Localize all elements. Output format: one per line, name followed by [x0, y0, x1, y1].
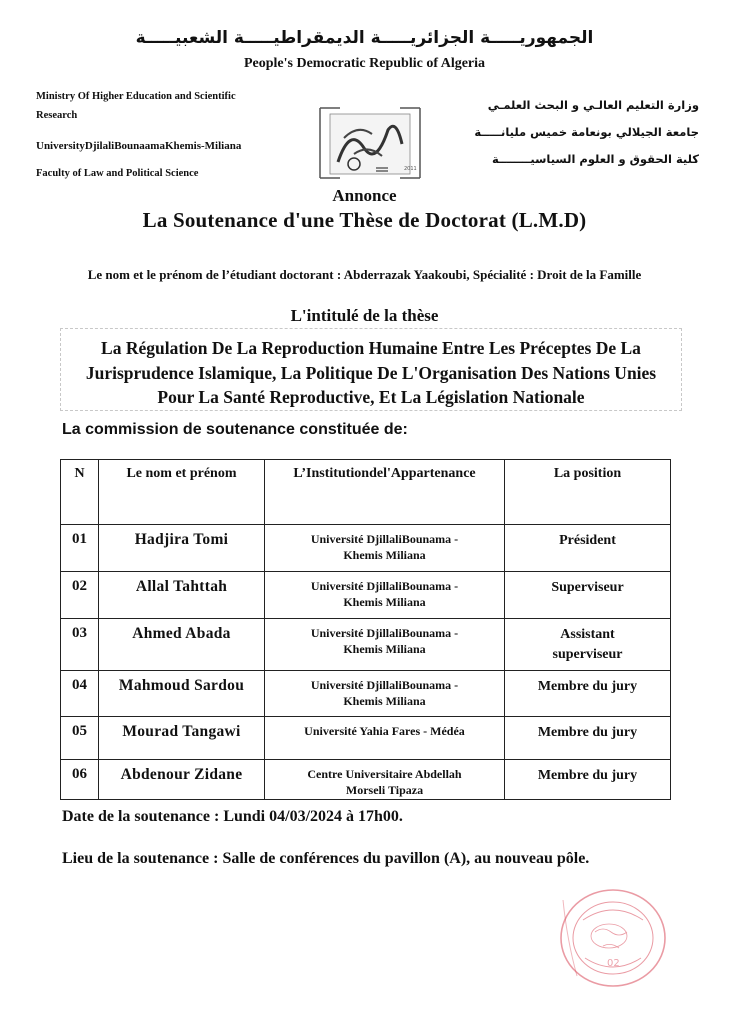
position-line: Membre du jury — [537, 768, 638, 783]
defense-date: Date de la soutenance : Lundi 04/03/2024 à 17h00. — [62, 808, 403, 825]
header-number: N — [61, 460, 99, 525]
thesis-title-line: Pour La Santé Reproductive, Et La Législation Nationale — [157, 387, 585, 407]
position-line: Membre du jury — [537, 679, 638, 694]
ministry-line-2: Research — [36, 110, 78, 121]
table-row — [61, 525, 671, 572]
member-institution — [265, 525, 505, 572]
member-position — [505, 671, 671, 717]
member-institution — [265, 717, 505, 760]
institution-line: Université DjillaliBounama - — [310, 532, 459, 546]
member-institution — [265, 760, 505, 800]
english-republic-title: People's Democratic Republic of Algeria — [243, 56, 486, 71]
position-line: Membre du jury — [537, 725, 638, 740]
announcement-label: Annonce — [332, 186, 397, 205]
defense-heading: La Soutenance d'une Thèse de Doctorat (L.M.D) — [142, 208, 587, 232]
row-number: 01 — [61, 525, 99, 572]
row-number: 03 — [61, 619, 99, 671]
university-logo-icon — [306, 104, 434, 182]
ministry-line-1: Ministry Of Higher Education and Scientific — [36, 91, 236, 102]
institution-line: Khemis Miliana — [343, 694, 426, 708]
arabic-faculty-line: كلية الحقوق و العلوم السياسيــــــــة — [491, 152, 699, 166]
header-institution: L’Institutiondel'Appartenance — [265, 460, 505, 525]
official-stamp-icon — [543, 880, 673, 990]
header-position: La position — [505, 460, 671, 525]
faculty-name: Faculty of Law and Political Science — [36, 168, 199, 179]
member-name: Mahmoud Sardou — [99, 671, 265, 717]
svg-text:02: 02 — [607, 958, 620, 969]
member-institution — [265, 619, 505, 671]
member-position — [505, 619, 671, 671]
jury-table — [60, 459, 671, 800]
institution-line: Khemis Miliana — [343, 548, 426, 562]
member-name: Ahmed Abada — [99, 619, 265, 671]
member-name: Abdenour Zidane — [99, 760, 265, 800]
institution-line: Université DjillaliBounama - — [310, 626, 459, 640]
institution-line: Université DjillaliBounama - — [310, 579, 459, 593]
institution-line: Université Yahia Fares - Médéa — [304, 724, 465, 738]
table-header-row — [61, 460, 671, 525]
arabic-ministry-line: وزارة التعليم العالـي و البحث العلمـي — [487, 98, 699, 112]
position-line: Superviseur — [551, 580, 624, 595]
row-number: 06 — [61, 760, 99, 800]
member-position — [505, 572, 671, 619]
position-line: Président — [559, 533, 616, 548]
position-line: Assistant — [560, 627, 615, 642]
table-row — [61, 572, 671, 619]
university-name: UniversityDjilaliBounaamaKhemis-Miliana — [36, 140, 242, 152]
defense-location: Lieu de la soutenance : Salle de conférences du pavillon (A), au nouveau pôle. — [62, 850, 590, 867]
svg-text:2011: 2011 — [404, 166, 417, 172]
member-position — [505, 717, 671, 760]
thesis-title-line: Jurisprudence Islamique, La Politique De L'Organisation Des Nations Unies — [85, 363, 657, 383]
table-row — [61, 717, 671, 760]
thesis-title-line: La Régulation De La Reproduction Humaine Entre Les Préceptes De La — [101, 338, 641, 358]
table-row — [61, 760, 671, 800]
table-row — [61, 619, 671, 671]
row-number: 05 — [61, 717, 99, 760]
student-info-line: Le nom et le prénom de l’étudiant doctorant : Abderrazak Yaakoubi, Spécialité : Droit de la Famille — [87, 267, 642, 282]
member-name: Hadjira Tomi — [99, 525, 265, 572]
member-institution — [265, 572, 505, 619]
institution-line: Khemis Miliana — [343, 642, 426, 656]
institution-line: Khemis Miliana — [343, 595, 426, 609]
table-row — [61, 671, 671, 717]
member-name: Allal Tahttah — [99, 572, 265, 619]
position-line: superviseur — [552, 647, 623, 662]
member-institution — [265, 671, 505, 717]
member-position — [505, 760, 671, 800]
thesis-title-box — [60, 328, 682, 411]
institution-line: Centre Universitaire Abdellah — [307, 767, 462, 781]
member-position — [505, 525, 671, 572]
arabic-republic-title: الجمهوريـــــة الجزائريـــــة الديمقراطيـــــة الشعبيـــــة — [135, 28, 594, 48]
institution-line: Morseli Tipaza — [345, 783, 424, 797]
thesis-title-label: L'intitulé de la thèse — [290, 306, 439, 325]
header-name: Le nom et prénom — [99, 460, 265, 525]
institution-line: Université DjillaliBounama - — [310, 678, 459, 692]
member-name: Mourad Tangawi — [99, 717, 265, 760]
row-number: 02 — [61, 572, 99, 619]
row-number: 04 — [61, 671, 99, 717]
arabic-university-line: جامعة الجيلالي بونعامة خميس مليانـــــة — [474, 125, 699, 139]
commission-label: La commission de soutenance constituée de: — [62, 421, 408, 438]
